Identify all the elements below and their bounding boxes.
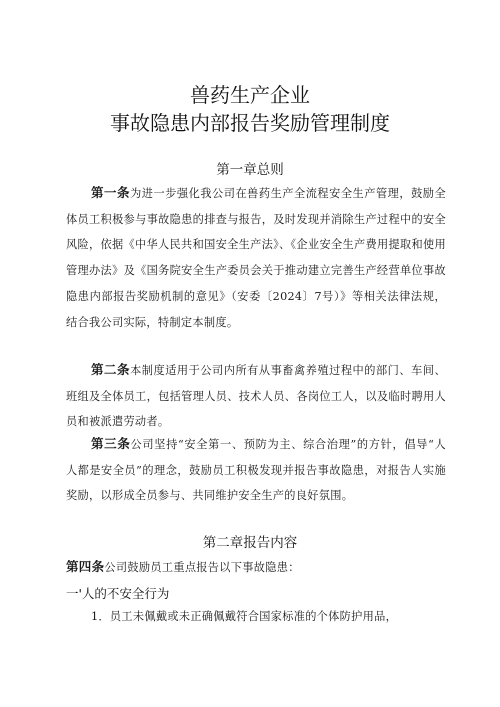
article-2-text: 本制度适用于公司内所有从事畜禽养殖过程中的部门、车间、班组及全体员工，包括管理人员、技术人员、各岗位工人，以及临时聘用人员和被派遣劳动者。 [66,364,446,429]
article-3-label: 第三条 [91,436,131,451]
article-1 [66,180,446,335]
subsection-1-heading: 一'人的不安全行为 [66,586,170,601]
list-item-1: 1．员工未佩戴或未正确佩戴符合国家标准的个体防护用品， [91,610,398,623]
article-4 [66,554,446,581]
document-title-line-1: 兽药生产企业 [190,83,310,107]
document-title-line-2: 事故隐患内部报告奖励管理制度 [110,111,390,135]
article-4-text: 公司鼓励员工重点报告以下事故隐患： [104,561,300,574]
article-1-label: 第一条 [91,185,131,200]
article-2 [66,357,446,435]
article-3 [66,431,446,509]
article-4-label: 第四条 [66,559,105,574]
article-3-text: 公司坚持“安全第一、预防为主、综合治理”的方针，倡导“人人都是安全员”的理念，鼓励员工积极发现并报告事故隐患，对报告人实施奖励，以形成全员参与、共同维护安全生产的良好氛围。 [66,438,447,503]
article-1-text: 为进一步强化我公司在兽药生产全流程安全生产管理，鼓励全体员工积极参与事故隐患的排查与报告，及时发现并消除生产过程中的安全风险，依据《中华人民共和国安全生产法》、《企业安全生产费用提取和使用管理办法》及《国务院安全生产委员会关于推动建立完善生产经营单位事故隐患内部报告奖励机制的意见》（安委〔2024〕7号）》等相关法律法规，结合我公司实际，特制定本制度。 [66,187,446,329]
article-2-label: 第二条 [91,362,131,377]
chapter-1-heading: 第一章总则 [216,162,284,178]
chapter-2-heading: 第二章报告内容 [202,535,298,551]
